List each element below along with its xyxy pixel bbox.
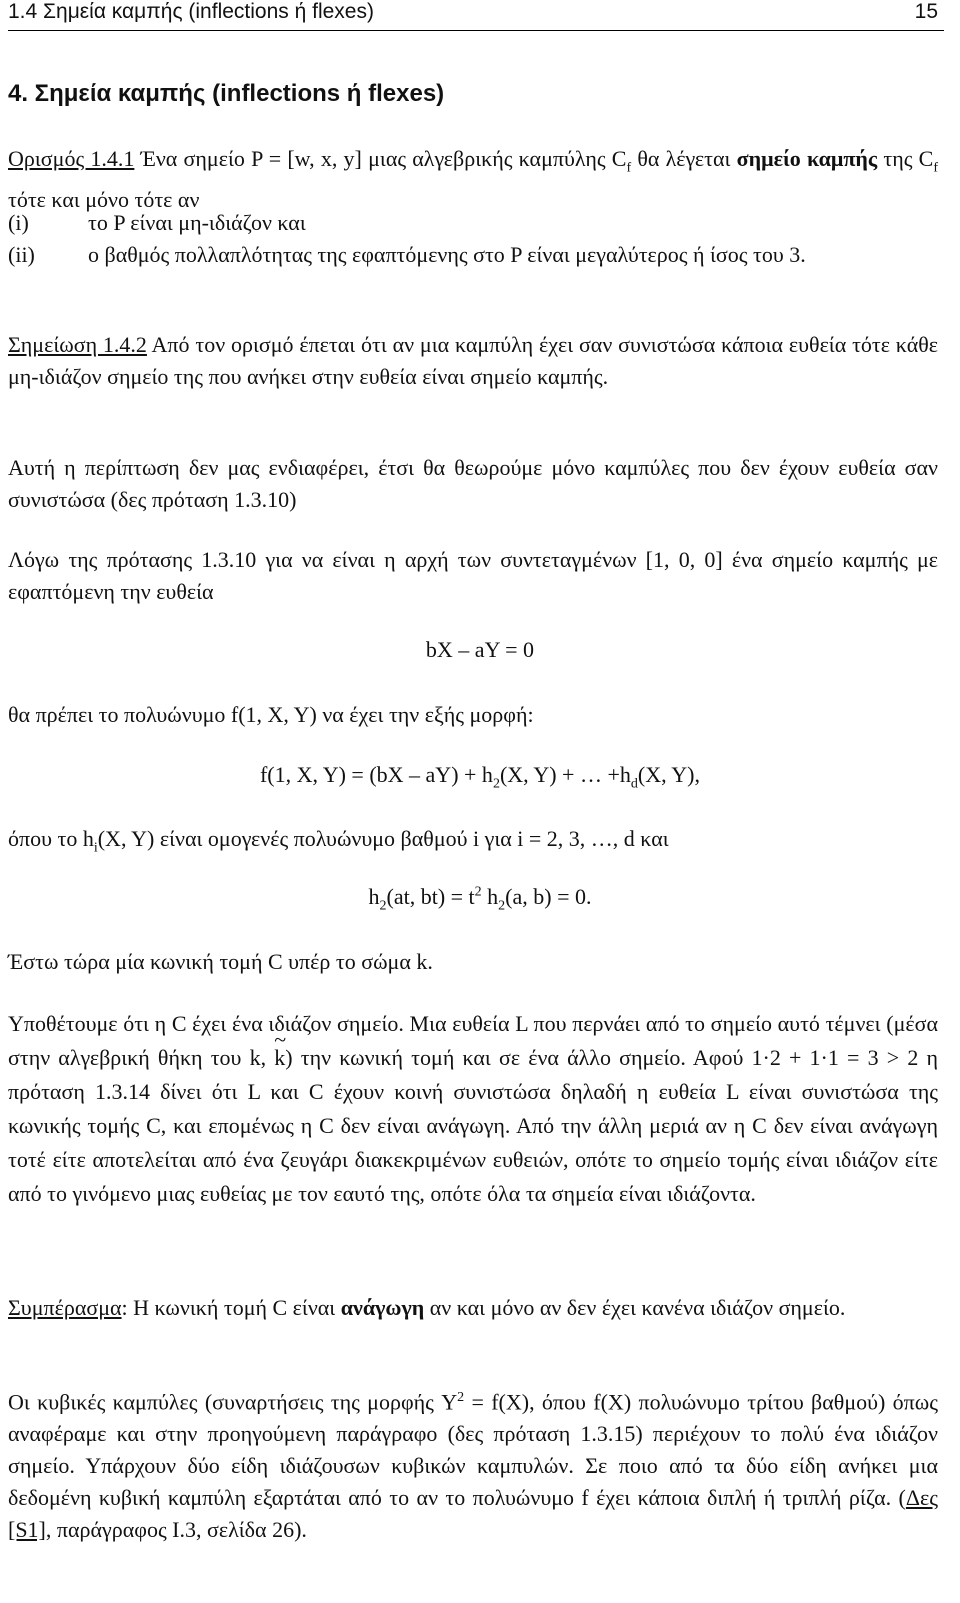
list-item-text: το P είναι μη-ιδιάζον και: [88, 210, 306, 235]
paragraph: θα πρέπει το πολυώνυμο f(1, X, Y) να έχει την εξής μορφή:: [8, 702, 534, 727]
definition-paragraph: Ορισμός 1.4.1 Ένα σημείο P = [w, x, y] μιας αλγεβρικής καμπύλης $C_f$ θα λέγεται σημείο καμπής της $C_f$ τότε και μόνο τότε αν: [8, 146, 939, 213]
running-title: 1.4 Σημεία καμπής (inflections ή flexes): [8, 0, 374, 23]
paragraph: Αυτή η περίπτωση δεν μας ενδιαφέρει, έτσι θα θεωρούμε μόνο καμπύλες που δεν έχουν ευθεία σαν συνιστώσα (δες πρόταση 1.3.10): [8, 455, 938, 512]
equation: $h_2(at$, $bt) = t^2$ $h_2(a$, b) = 0.: [368, 884, 592, 914]
list-item-text: ο βαθμός πολλαπλότητας της εφαπτόμενης στο P είναι μεγαλύτερος ή ίσος του 3.: [88, 242, 806, 267]
definition-label: Ορισμός 1.4.1: [8, 146, 135, 171]
list-marker: (ii): [8, 242, 35, 267]
algebraic-closure-k: ~ k: [274, 1041, 285, 1075]
definition-term: σημείο καμπής: [736, 146, 878, 171]
paragraph: Λόγω της πρότασης 1.3.10 για να είναι η αρχή των συντεταγμένων [1, 0, 0] ένα σημείο καμπής με εφαπτόμενη την ευθεία: [8, 547, 938, 604]
paragraph: όπου το $h_i(X$, Y) είναι ομογενές πολυώνυμο βαθμού i για i = 2, 3, …, d και: [8, 826, 669, 856]
page-number: 15: [914, 0, 938, 23]
paragraph: Υποθέτουμε ότι η C έχει ένα ιδιάζον σημείο. Μια ευθεία L που περνάει από το σημείο αυτό τέμνει (μέσα στην αλγεβρική θήκη του k, ~ k) την κωνική τομή και σε ένα άλλο σημείο. Αφού 1·2 + 1·1 = 3 > 2 η πρόταση 1.3.14 δίνει ότι L και C έχουν κοινή συνιστώσα δηλαδή η ευθεία L είναι συνιστώσα της κωνικής τομής C, και επομένως η C δεν είναι ανάγωγη. Από την άλλη μεριά αν η C δεν είναι ανάγωγη τοτέ είτε αποτελείται από ένα ζευγάρι διακεκριμένων ευθειών, οπότε το σημείο τομής είναι ιδιάζον είτε από το γινόμενο μιας ευθείας με τον εαυτό της, οπότε όλα τα σημεία είναι ιδιάζοντα.: [8, 1007, 938, 1211]
paragraph: Οι κυβικές καμπύλες (συναρτήσεις της μορφής $Y^2 = f(X)$, όπου f(X) πολυώνυμο τρίτου βαθμού) όπως αναφέραμε και στην προηγούμενη παράγραφο (δες πρόταση 1.3.15) περιέχουν το πολύ ένα ιδιάζον σημείο. Υπάρχουν δύο είδη ιδιάζουσων κυβικών καμπυλών. Σε ποιο από τα δύο είδη ανήκει μια δεδομένη κυβική καμπύλη εξαρτάται από το αν το πολυώνυμο f έχει κάποια διπλή ή τριπλή ρίζα. (Δες [S1], παράγραφος Ι.3, σελίδα 26).: [8, 1389, 938, 1543]
conclusion-label: Συμπέρασμα: [8, 1295, 122, 1320]
page-header: [8, 0, 944, 31]
inline-formula: 1·2 + 1·1 = 3 > 2: [751, 1045, 919, 1070]
list-item: [8, 239, 938, 303]
equation: bX – aY = 0: [425, 637, 535, 662]
section-title: 4. Σημεία καμπής (inflections ή flexes): [8, 80, 445, 107]
note-label: Σημείωση 1.4.2: [8, 332, 147, 357]
citation-link[interactable]: Δες [S1]: [8, 1485, 938, 1543]
list-marker: (i): [8, 210, 29, 235]
note-paragraph: Σημείωση 1.4.2 Από τον ορισμό έπεται ότι αν μια καμπύλη έχει σαν συνιστώσα κάποια ευθεία τότε κάθε μη-ιδιάζον σημείο της που ανήκει στην ευθεία είναι σημείο καμπής.: [8, 332, 939, 389]
paragraph: Έστω τώρα μία κωνική τομή C υπέρ το σώμα k.: [8, 949, 433, 974]
equation: f(1, X, $Y) = (bX - aY) + h_2(X$, Y) + … $+h_d(X$, Y),: [259, 762, 700, 792]
conclusion-paragraph: Συμπέρασμα: Η κωνική τομή C είναι ανάγωγη αν και μόνο αν δεν έχει κανένα ιδιάζον σημείο.: [8, 1295, 846, 1320]
